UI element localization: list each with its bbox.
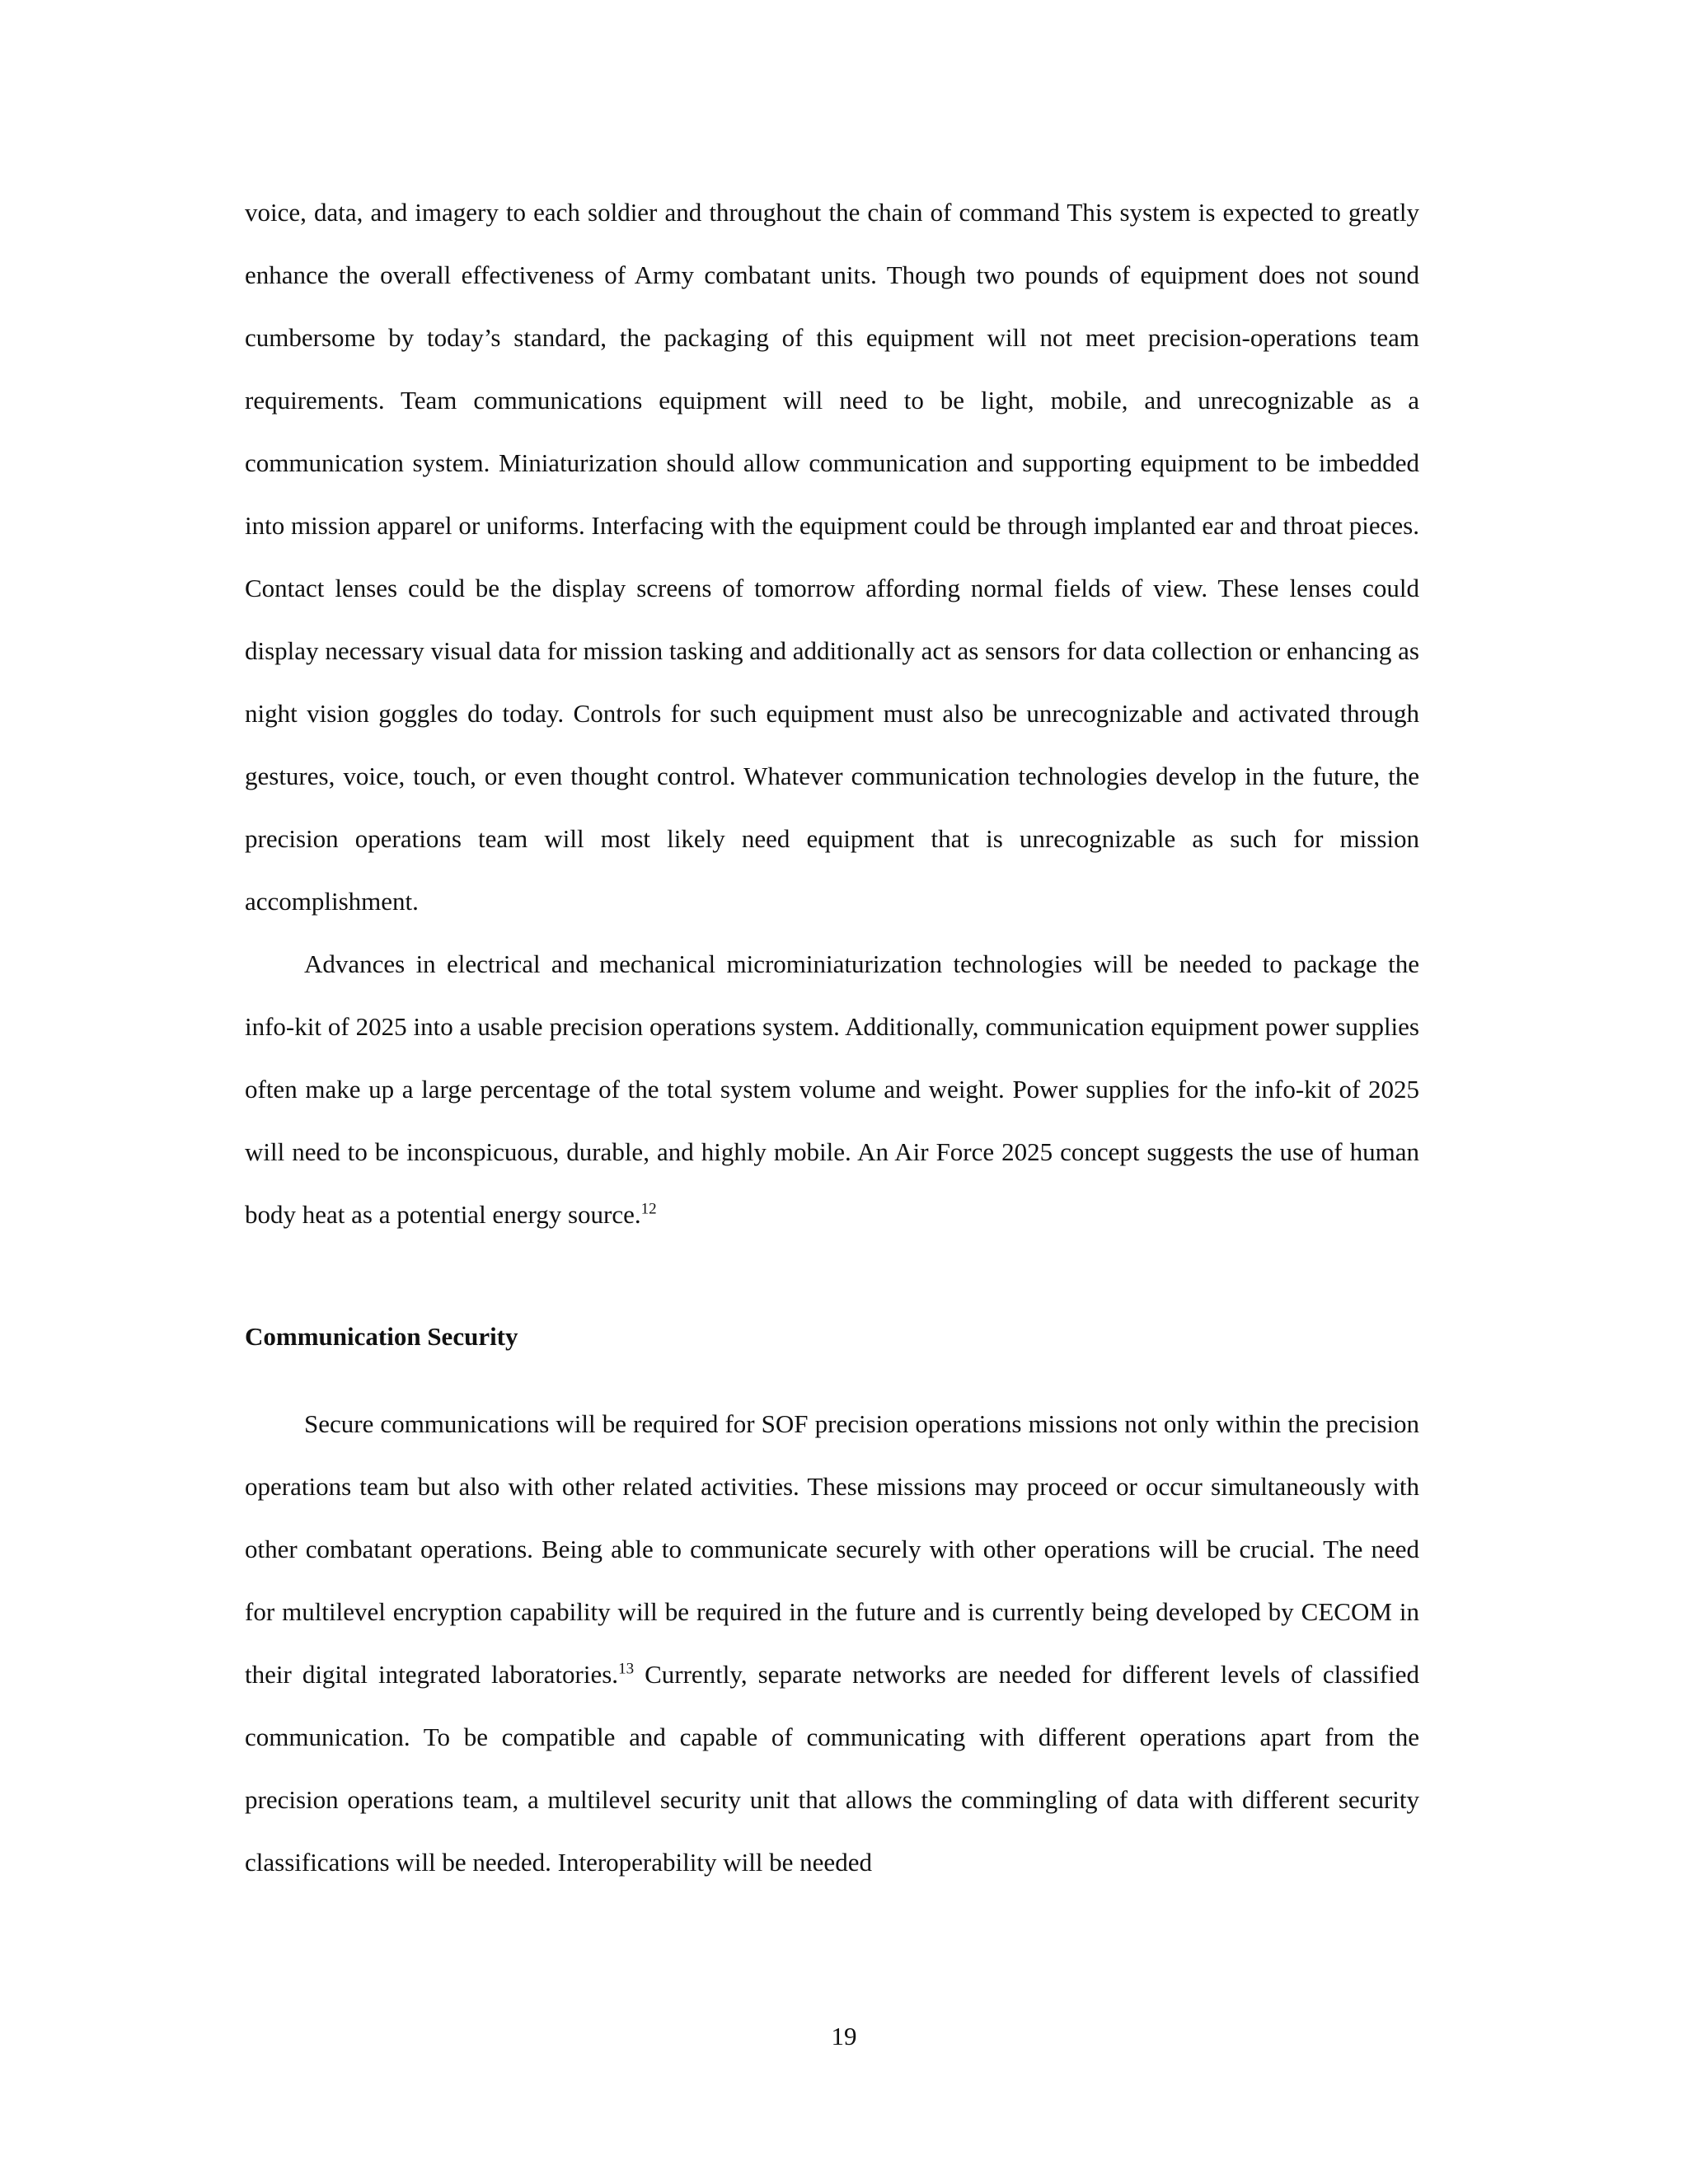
footnote-marker: 12 [640,1200,657,1218]
paragraph-text: Secure communications will be required for SOF precision operations missions not only within the precision operations team but also with other related activities. These missions may proceed or occur simultaneously with other combatant operations. Being able to communicate securely with other operations will be crucial. The need for multilevel encryption capability will be required in the future and is currently being developed by CECOM in their digital integrated laboratories. [245,1409,1419,1689]
paragraph-text-continued: Currently, separate networks are needed for different levels of classified communication. To be compatible and capable of communicating with different operations apart from the precision operations team, a multilevel security unit that allows the commingling of data with different security classifications will be needed. Interoperability will be needed [245,1660,1419,1877]
paragraph-communication-security [245,1393,1419,1894]
paragraph-power-supplies [245,933,1419,1246]
footnote-marker: 13 [618,1660,635,1678]
paragraph-communication-equipment [245,181,1419,933]
paragraph-text: voice, data, and imagery to each soldier and throughout the chain of command This system is expected to greatly enhance the overall effectiveness of Army combatant units. Though two pounds of equipment does not sound cumbersome by today’s standard, the packaging of this equipment will not meet precision-operations team requirements. Team communications equipment will need to be light, mobile, and unrecognizable as a communication system. Miniaturization should allow communication and supporting equipment to be imbedded into mission apparel or uniforms. Interfacing with the equipment could be through implanted ear and throat pieces. Contact lenses could be the display screens of tomorrow affording normal fields of view. These lenses could display necessary visual data for mission tasking and additionally act as sensors for data collection or enhancing as night vision goggles do today. Controls for such equipment must also be unrecognizable and activated through gestures, voice, touch, or even thought control. Whatever communication technologies develop in the future, the precision operations team will most likely need equipment that is unrecognizable as such for mission accomplishment. [245,198,1419,916]
paragraph-text: Advances in electrical and mechanical microminiaturization technologies will be needed to package the info-kit of 2025 into a usable precision operations system. Additionally, communication equipment power supplies often make up a large percentage of the total system volume and weight. Power supplies for the info-kit of 2025 will need to be inconspicuous, durable, and highly mobile. An Air Force 2025 concept suggests the use of human body heat as a potential energy source. [245,949,1419,1229]
section-1-body [245,181,1419,1246]
section-2-body [245,1393,1419,1894]
section-heading: Communication Security [245,1322,518,1351]
page-number: 19 [831,2022,857,2050]
